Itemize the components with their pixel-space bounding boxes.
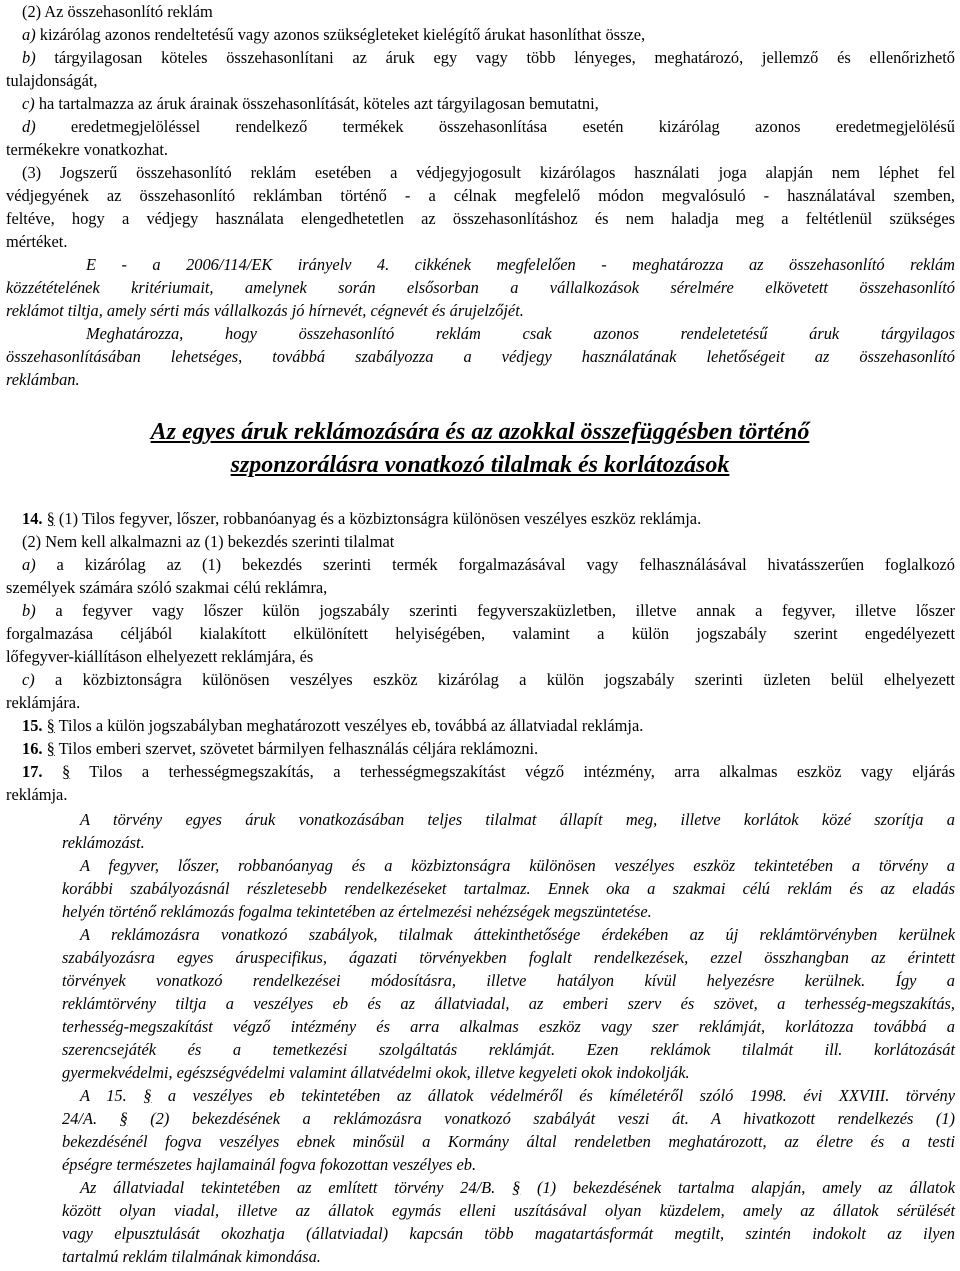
text-line: vagy elpusztulását okozhatja (állatviadal) kapcsán több magatartásformát megtilt, szintén indokolt az ilyen (62, 1224, 955, 1243)
text-line: reklámjára. (6, 693, 81, 712)
text-line: termékekre vonatkozhat. (6, 140, 169, 159)
text-line: Meghatározza, hogy összehasonlító reklám csak azonos rendeletetésű áruk tárgyilagos (86, 324, 955, 343)
chapter-heading-line-1: Az egyes áruk reklámozására és az azokkal összefüggésben történő (150, 419, 810, 445)
text-line: mértéket. (6, 232, 68, 251)
text-line: korábbi szabályozásnál részletesebb rendelkezéseket tartalmaz. Ennek oka a szakmai célú reklám és az eladás (62, 879, 955, 898)
text-line: (2) Az összehasonlító reklám (22, 2, 213, 21)
text-line: védjegyének az összehasonlító reklámban történő - a célnak megfelelő módon megvalósuló - használatával szemben, (6, 186, 955, 205)
text-line: forgalmazása céljából kialakított elkülönített helyiségében, valamint a külön jogszabály szerint engedélyezett (6, 624, 955, 643)
chapter-heading-line-2: szponzorálásra vonatkozó tilalmak és korlátozások (230, 452, 730, 478)
text-line: helyén történő reklámozás fogalma tekintetében az értelmezési nehézségek megszüntetése. (62, 902, 652, 921)
text-line: szabályozásra egyes áruspecifikus, ágazati törvényekben foglalt rendelkezések, ezzel összhangban az érintett (62, 948, 955, 967)
text-line: 15. § Tilos a külön jogszabályban meghatározott veszélyes eb, továbbá az állatviadal reklámja. (22, 716, 644, 735)
text-line: reklámot tiltja, amely sérti más vállalkozás jó hírnevét, cégnevét és árujelzőjét. (6, 301, 524, 320)
text-line: személyek számára szóló szakmai célú reklámra, (6, 578, 328, 597)
text-line: lőfegyver-kiállításon elhelyezett reklámjára, és (6, 647, 314, 666)
text-line: c) ha tartalmazza az áruk árainak összehasonlítását, köteles azt tárgyilagosan bemutatni, (22, 94, 599, 113)
text-line: reklámja. (6, 785, 68, 804)
text-line: törvények vonatkozó rendelkezései módosításra, illetve hatályon kívül helyezésre kerülnek. Így a (62, 971, 955, 990)
text-line: tulajdonságát, (6, 71, 98, 90)
text-line: reklámtörvény tiltja a veszélyes eb és az állatviadal, az emberi szerv és szövet, a terhesség-megszakítás, (62, 994, 955, 1013)
text-line: b) a fegyver vagy lőszer külön jogszabály szerinti fegyverszaküzletben, illetve annak a fegyver, illetve lőszer (22, 601, 955, 620)
text-line: b) tárgyilagosan köteles összehasonlítani az áruk egy vagy több lényeges, meghatározó, jellemző és ellenőrizhető (22, 48, 955, 67)
text-line: 24/A. § (2) bekezdésének a reklámozásra vonatkozó szabályát veszi át. A hivatkozott rendelkezés (1) (62, 1109, 955, 1128)
text-line: feltéve, hogy a védjegy használata elengedhetetlen az összehasonlításhoz és nem haladja meg a feltétlenül szükséges (6, 209, 955, 228)
text-line: reklámozást. (62, 833, 145, 852)
text-line: d) eredetmegjelöléssel rendelkező termékek összehasonlítása esetén kizárólag azonos eredetmegjelölésű (22, 117, 955, 136)
text-line: között olyan viadal, illetve az állatok egymás elleni uszításával olyan küzdelem, amely az állatok sérülését (62, 1201, 955, 1220)
text-line: gyermekvédelmi, egészségvédelmi valamint állatvédelmi okok, illetve kegyeleti okok indokolják. (62, 1063, 690, 1082)
text-line: Az állatviadal tekintetében az említett törvény 24/B. § (1) bekezdésének tartalma alapján, amely az állatok (80, 1178, 955, 1197)
text-line: a) kizárólag azonos rendeltetésű vagy azonos szükségleteket kielégítő árukat hasonlíthat össze, (22, 25, 646, 44)
text-line: A fegyver, lőszer, robbanóanyag és a közbiztonságra különösen veszélyes eszköz tekintetében a törvény a (80, 856, 955, 875)
text-line: c) a közbiztonságra különösen veszélyes eszköz kizárólag a külön jogszabály szerinti üzleten belül elhelyezett (22, 670, 955, 689)
text-line: terhesség-megszakítást végző intézmény és arra alkalmas eszköz vagy szer reklámját, korlátozza továbbá a (62, 1017, 955, 1036)
text-line: összehasonlításában lehetséges, továbbá szabályozza a védjegy használatának lehetőségeit az összehasonlító (6, 347, 955, 366)
text-line: közzétételének kritériumait, amelynek során elsősorban a vállalkozások sérelmére elkövetett összehasonlító (6, 278, 955, 297)
text-line: szerencsejáték és a temetkezési szolgáltatás reklámját. Ezen reklámok tilalmát ill. korlátozását (62, 1040, 955, 1059)
text-line: bekezdésénél fogva veszélyes ebnek minősül a Kormány által rendeletben meghatározott, az életre és a testi (62, 1132, 955, 1151)
text-line: A 15. § a veszélyes eb tekintetében az állatok védelméről és kíméletéről szóló 1998. évi XXVIII. törvény (80, 1086, 955, 1105)
text-line: E - a 2006/114/EK irányelv 4. cikkének megfelelően - meghatározza az összehasonlító reklám (86, 255, 955, 274)
text-line: A reklámozásra vonatkozó szabályok, tilalmak áttekinthetősége érdekében az új reklámtörvényben kerülnek (80, 925, 955, 944)
text-line: 16. § Tilos emberi szervet, szövetet bármilyen felhasználás céljára reklámozni. (22, 739, 539, 758)
text-line: (2) Nem kell alkalmazni az (1) bekezdés szerinti tilalmat (22, 532, 395, 551)
text-line: reklámban. (6, 370, 80, 389)
text-line: 17. § Tilos a terhességmegszakítás, a terhességmegszakítást végző intézmény, arra alkalmas eszköz vagy eljárás (22, 762, 955, 781)
text-line: 14. § (1) Tilos fegyver, lőszer, robbanóanyag és a közbiztonságra különösen veszélyes eszköz reklámja. (22, 509, 702, 528)
text-line: A törvény egyes áruk vonatkozásában teljes tilalmat állapít meg, illetve korlátok közé szorítja a (80, 810, 955, 829)
text-line: (3) Jogszerű összehasonlító reklám esetében a védjegyjogosult kizárólagos használati joga alapján nem léphet fel (22, 163, 955, 182)
text-line: tartalmú reklám tilalmának kimondása. (62, 1247, 321, 1266)
text-line: épségre természetes hajlamainál fogva fokozottan veszélyes eb. (62, 1155, 477, 1174)
text-line: a) a kizárólag az (1) bekezdés szerinti termék forgalmazásával vagy felhasználásával hivatásszerűen foglalkozó (22, 555, 955, 574)
